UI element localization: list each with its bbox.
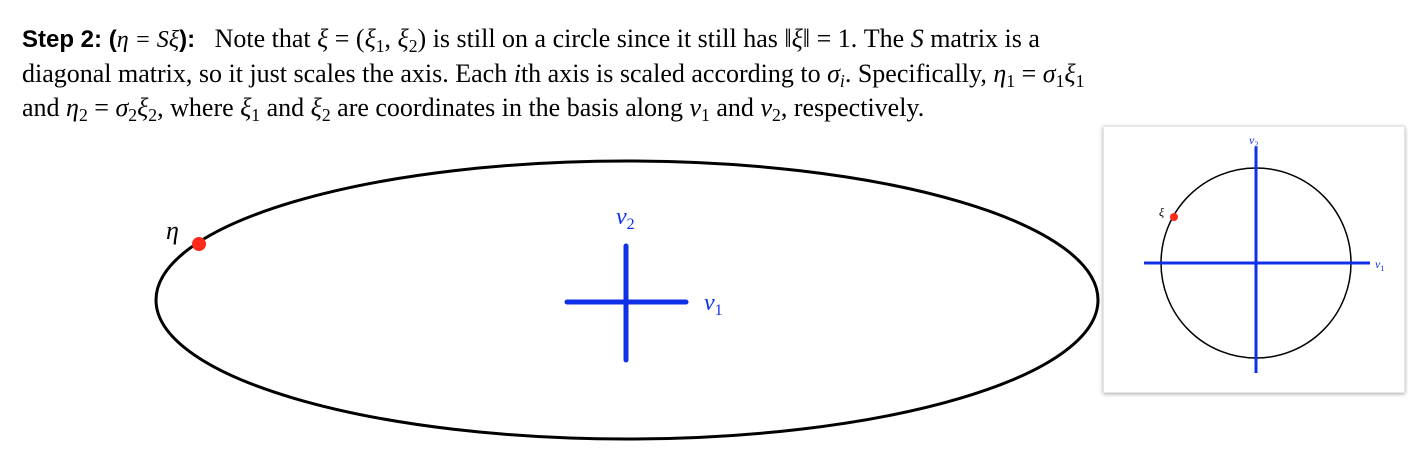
math-sub: 1 (1006, 70, 1016, 91)
text-and: and (22, 93, 67, 122)
text-norm-equals-one: ‖ = 1. The (802, 24, 911, 53)
eta-label: η (166, 216, 179, 245)
circle-v2-label (1249, 133, 1258, 149)
ellipse-v2-label (616, 204, 635, 233)
text-comma: , (384, 24, 398, 53)
math-sub: 1 (1075, 70, 1085, 91)
math-sub: 1 (1055, 70, 1065, 91)
math-xi2: ξ (137, 93, 149, 122)
ellipse-v2-letter: v (616, 204, 627, 230)
xi-label: ξ (1159, 205, 1165, 219)
text-axis-scaled: th axis is scaled according to (520, 59, 828, 88)
math-sub: 2 (148, 104, 158, 125)
label-eta: η (116, 27, 129, 53)
text-equals: = (87, 93, 116, 122)
label-equals-S: = S (128, 27, 169, 53)
text-coordinates-in-basis: are coordinates in the basis along (330, 93, 690, 122)
math-sigma1: σ (1042, 59, 1056, 88)
math-sub: 1 (701, 104, 710, 125)
text-matrix-is-a: matrix is a (923, 24, 1040, 53)
circle-v1-label (1375, 257, 1384, 273)
text-equals-paren: = ( (328, 24, 365, 53)
ellipse-v2-sub: 2 (626, 216, 635, 233)
xi-point (1170, 213, 1178, 221)
math-v2: v (760, 93, 772, 122)
circle-figure (1104, 127, 1404, 392)
step-label-text: Step 2: (22, 26, 103, 53)
text-specifically: . Specifically, (844, 59, 994, 88)
math-sub: 1 (375, 35, 385, 56)
math-v1: v (689, 93, 702, 122)
math-xi2: ξ (310, 93, 322, 122)
math-sigma: σ (827, 59, 840, 88)
ellipse-v1-sub: 1 (714, 302, 723, 319)
math-i: i (513, 59, 521, 88)
math-sub: i (839, 70, 845, 91)
eta-point (192, 237, 206, 251)
text-respectively: , respectively. (780, 93, 925, 122)
math-sub: 2 (771, 104, 781, 125)
ellipse-v1-letter: v (704, 290, 715, 316)
text-note-that: Note that (214, 24, 318, 53)
circle-v2-letter: v (1249, 133, 1255, 147)
label-paren-close: ): (179, 26, 196, 53)
circle-v2-sub: 2 (1254, 140, 1259, 149)
circle-inset (1103, 126, 1405, 393)
math-eta1: η (993, 59, 1007, 88)
text-and: and (709, 93, 761, 122)
math-xi1: ξ (240, 93, 252, 122)
math-sub: 1 (251, 104, 261, 125)
text-diagonal-matrix: diagonal matrix, so it just scales the axis. Each (22, 59, 514, 88)
math-sub: 2 (408, 35, 418, 56)
label-paren-open: ( (108, 26, 117, 53)
ellipse-v1-label (704, 290, 723, 319)
math-sub: 2 (321, 104, 331, 125)
math-xi2: ξ (397, 24, 409, 53)
text-and: and (260, 93, 311, 122)
math-sigma2: σ (115, 93, 129, 122)
math-xi1: ξ (364, 24, 376, 53)
math-xi1: ξ (1064, 59, 1076, 88)
text-equals: = (1015, 59, 1043, 88)
circle-v1-letter: v (1375, 257, 1381, 271)
math-eta2: η (66, 93, 79, 122)
math-S: S (910, 24, 924, 53)
math-xi: ξ (317, 24, 329, 53)
circle-v1-sub: 1 (1380, 264, 1385, 273)
math-sub: 2 (128, 104, 138, 125)
text-where: , where (157, 93, 241, 122)
math-sub: 2 (78, 104, 88, 125)
text-still-on-circle: ) is still on a circle since it still has ‖ (417, 24, 792, 53)
math-xi-norm: ξ (791, 24, 803, 53)
label-xi: ξ (168, 27, 180, 53)
